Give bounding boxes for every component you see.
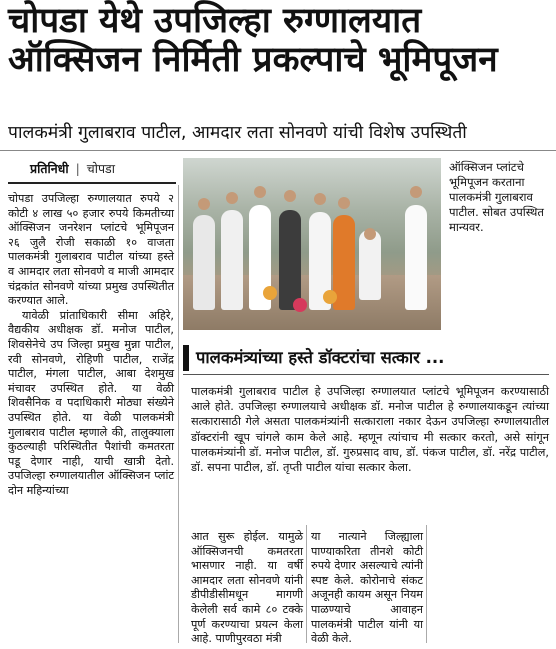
byline-separator: | bbox=[75, 161, 80, 176]
section-paragraph: पालकमंत्री गुलाबराव पाटील हे उपजिल्हा रुग्णालयात प्लांटचे भूमिपूजन करण्यासाठी आले होते. उपजिल्हा रुग्णालयाचे अधीक्षक डॉ. मनोज पाटील हे रुग्णालयाकडून त्यांच्या सत्कारासाठी गेले असता पालकमंत्र्यांनी सत्काराला नकार देऊन उपजिल्हा रुग्णालयातील डॉक्टरांनी खूप चांगले काम केले आहे. म्हणून त्यांचाच मी सत्कार करतो, असे सांगून पालकमंत्र्यांनी डॉ. मनोज पाटील, डॉ. गुरुप्रसाद वाघ, डॉ. पंकज पाटील, डॉ. नरेंद्र पाटील, डॉ. सपना पाटील, डॉ. तृप्ती पाटील यांचा सत्कार केला. bbox=[191, 385, 549, 475]
photo-head bbox=[226, 192, 238, 204]
section-rule bbox=[183, 374, 549, 375]
bottom-column-2 bbox=[311, 530, 423, 647]
bottom-paragraph-1: आत सुरू होईल. यामुळे ऑक्सिजनची कमतरता भासणार नाही. या वर्षी आमदार लता सोनवणे यांनी डीपीडीसीमधून मागणी केलेली सर्व कामे ८० टक्के पूर्ण करण्याचा प्रयत्न केला आहे. पाणीपुरवठा मंत्री bbox=[191, 530, 303, 646]
photo-head bbox=[410, 186, 422, 198]
photo-person bbox=[221, 210, 243, 310]
photo-flowers bbox=[263, 286, 277, 300]
bottom-column-1 bbox=[191, 530, 303, 647]
headline bbox=[8, 2, 548, 80]
news-photo bbox=[183, 158, 441, 330]
byline bbox=[30, 158, 115, 180]
photo-person bbox=[405, 205, 427, 310]
photo-head bbox=[254, 186, 266, 198]
column-divider bbox=[178, 185, 179, 643]
photo-head bbox=[338, 197, 350, 209]
headline-line-2: ऑक्सिजन निर्मिती प्रकल्पाचे भूमिपूजन bbox=[8, 40, 498, 81]
photo-flowers bbox=[323, 290, 337, 304]
bottom-paragraph-2: या नात्याने जिल्ह्याला पाण्याकरिता तीनशे कोटी रुपये देणार असल्याचे त्यांनी स्पष्ट केले. कोरोनाचे संकट अजूनही कायम असून नियम पाळण्याचे आवाहन पालकमंत्री पाटील यांनी या वेळी केले. bbox=[311, 530, 423, 646]
byline-reporter: प्रतिनिधी bbox=[30, 161, 69, 176]
left-column bbox=[8, 192, 174, 498]
photo-head bbox=[198, 198, 210, 210]
photo-person bbox=[193, 215, 215, 310]
photo-person bbox=[279, 210, 301, 310]
photo-person bbox=[359, 230, 381, 300]
left-paragraph-1: चोपडा उपजिल्हा रुग्णालयात रुपये २ कोटी ४ लाख ५० हजार रुपये किमतीच्या ऑक्सिजन जनरेशन प्लांटचे भूमिपूजन २६ जुलै रोजी सकाळी १० वाजता पालकमंत्री गुलाबराव पाटील यांच्या हस्ते व आमदार लता सोनवणे व माजी आमदार चंद्रकांत सोनवणे यांच्या प्रमुख उपस्थितीत करण्यात आले. bbox=[8, 192, 174, 308]
left-paragraph-2: यावेळी प्रांताधिकारी सीमा अहिरे, वैद्यकीय अधीक्षक डॉ. मनोज पाटील, शिवसेनेचे उप जिल्हा प्रमुख मुन्ना पाटील, रवी सोनवणे, रोहिणी पाटील, राजेंद्र पाटील, मंगला पाटील, आबा देशमुख मंचावर उपस्थित होते. या वेळी शिवसैनिक व पदाधिकारी मोठ्या संख्येने उपस्थित होते. या वेळी पालकमंत्री गुलाबराव पाटील म्हणाले की, तालुक्याला कुठल्याही परिस्थितीत पैशांची कमतरता पडू देणार नाही, याची खात्री देतो. उपजिल्हा रुग्णालयातील ऑक्सिजन प्लांट दोन महिन्यांच्या bbox=[8, 308, 174, 497]
section-body bbox=[191, 384, 549, 475]
photo-caption: ऑक्सिजन प्लांटचे भूमिपूजन करताना पालकमंत्री गुलाबराव पाटील. सोबत उपस्थित मान्यवर. bbox=[449, 160, 544, 234]
photo-flowers bbox=[293, 298, 307, 312]
bottom-divider bbox=[306, 525, 307, 643]
subheadline: पालकमंत्री गुलाबराव पाटील, आमदार लता सोनवणे यांची विशेष उपस्थिती bbox=[8, 123, 467, 143]
header-divider bbox=[0, 150, 556, 151]
byline-location: चोपडा bbox=[86, 161, 115, 176]
photo-head bbox=[364, 228, 376, 240]
photo-head bbox=[314, 193, 326, 205]
byline-rule bbox=[8, 182, 176, 184]
headline-line-1: चोपडा येथे उपजिल्हा रुग्णालयात bbox=[8, 1, 422, 41]
photo-head bbox=[284, 190, 296, 202]
section-heading: पालकमंत्र्यांच्या हस्ते डॉक्टरांचा सत्कार ... bbox=[183, 345, 549, 371]
bottom-divider bbox=[426, 525, 427, 643]
